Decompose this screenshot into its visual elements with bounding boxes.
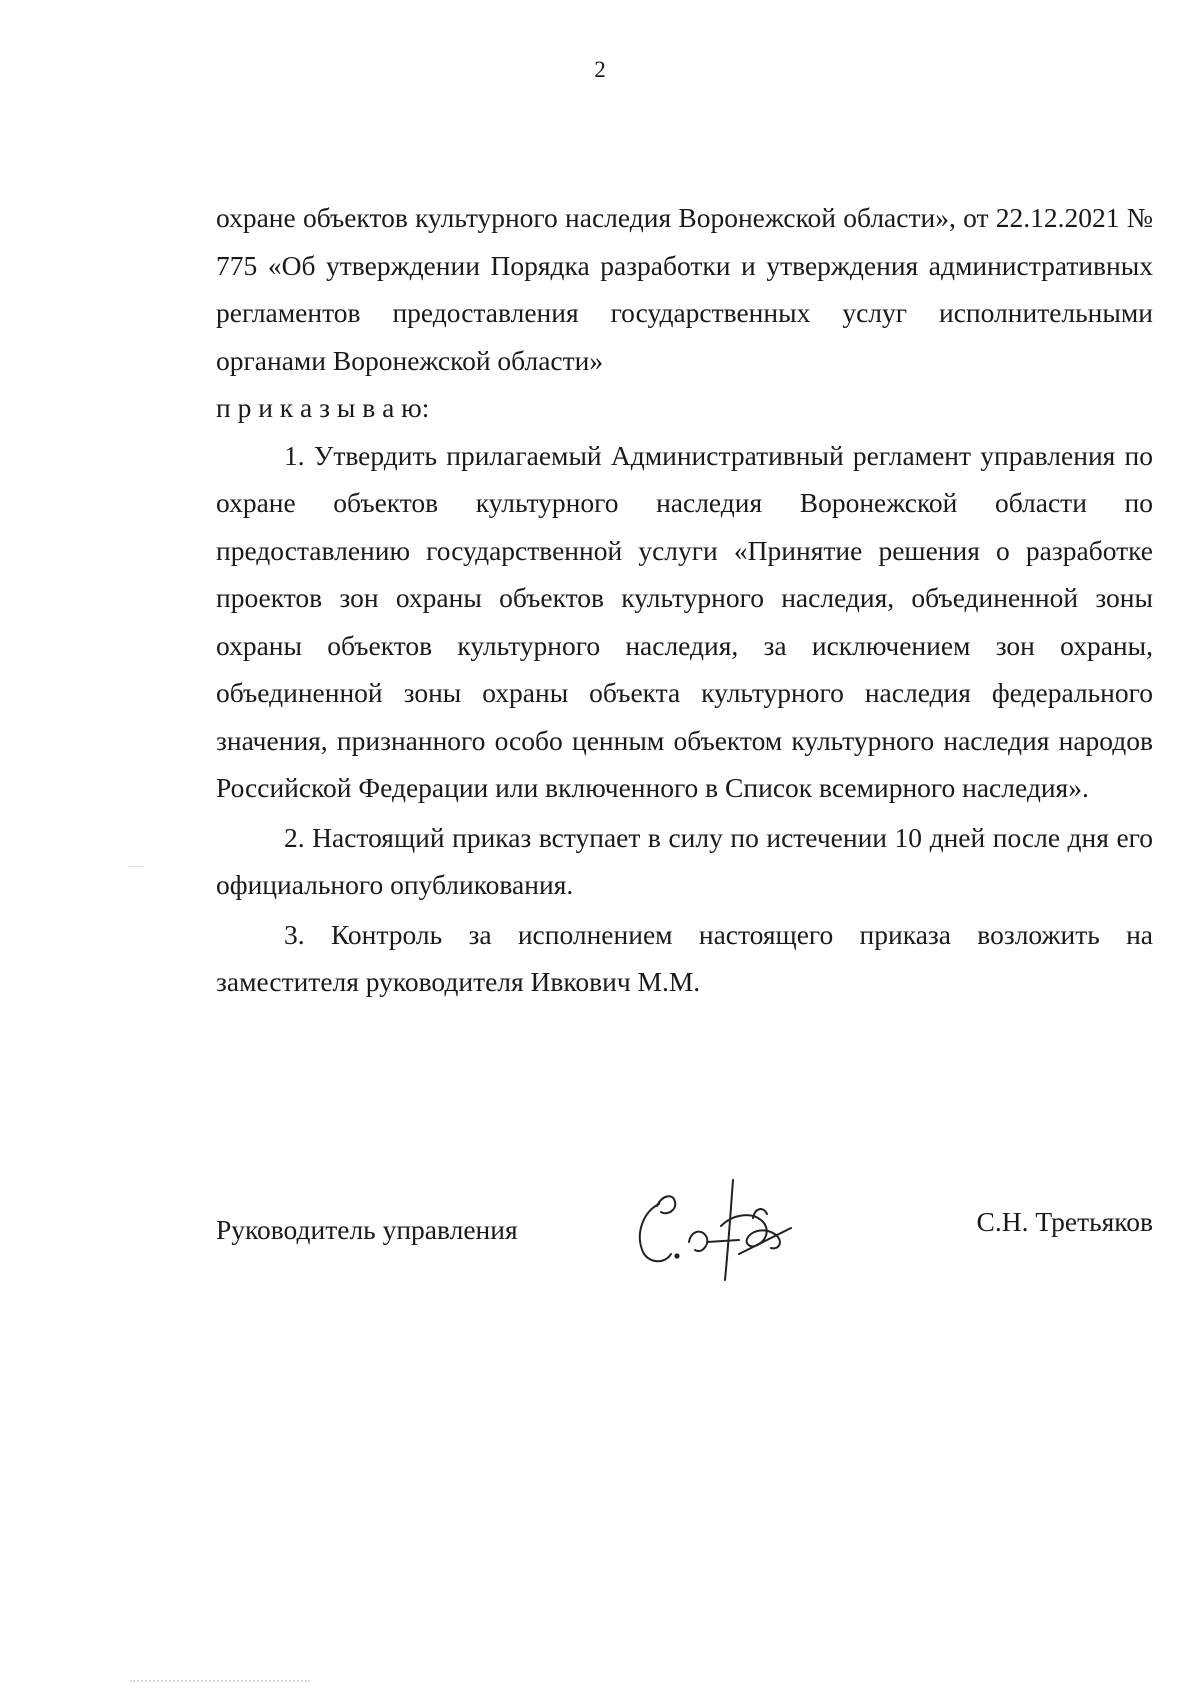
order-item-1: 1. Утвердить прилагаемый Административный регламент управления по охране объектов культурного наследия Воронежской области по предоставлению государственной услуги «Принятие решения о разработке проектов зон охраны объектов культурного наследия, объединенной зоны охраны объектов культурного наследия, за исключением зон охраны, объединенной зоны охраны объекта культурного наследия федерального значения, признанного особо ценным объектом культурного наследия народов Российской Федерации или включенного в Список всемирного наследия». <box>216 439 1153 803</box>
document-body <box>216 194 1153 1006</box>
order-item-2: 2. Настоящий приказ вступает в силу по истечении 10 дней после дня его официального опубликования. <box>216 821 1153 900</box>
signature-block <box>216 1200 1153 1290</box>
signatory-position: Руководитель управления <box>216 1214 518 1245</box>
scan-margin-mark <box>128 866 144 867</box>
page-number: 2 <box>594 57 606 82</box>
scan-artifact-dots <box>130 1680 310 1686</box>
order-item-3: 3. Контроль за исполнением настоящего приказа возложить на заместителя руководителя Ивкович М.М. <box>216 918 1153 997</box>
signatory-name: С.Н. Третьяков <box>976 1206 1153 1237</box>
handwritten-signature <box>621 1168 811 1288</box>
order-word: п р и к а з ы в а ю: <box>216 392 430 423</box>
intro-paragraph: охране объектов культурного наследия Воронежской области», от 22.12.2021 № 775 «Об утверждении Порядка разработки и утверждения административных регламентов предоставления государственных услуг исполнительными органами Воронежской области» <box>216 202 1153 376</box>
